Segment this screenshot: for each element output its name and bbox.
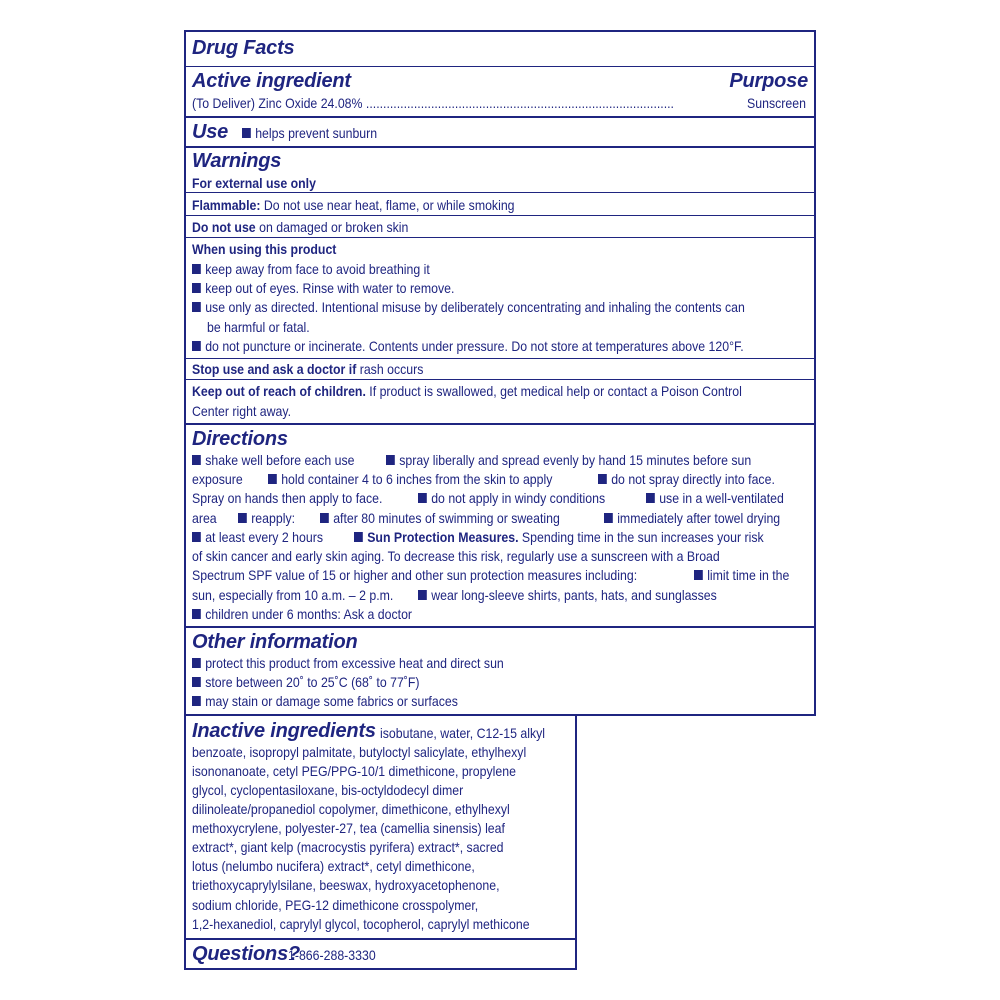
active-ingredient-name: (To Deliver) Zinc Oxide 24.08% [192, 95, 363, 111]
warning-item: keep away from face to avoid breathing it [192, 260, 430, 278]
bullet-icon [418, 590, 427, 600]
bullet-icon [418, 493, 427, 503]
bullet-icon [192, 532, 201, 542]
questions-heading: Questions? [192, 943, 301, 965]
divider [186, 938, 575, 940]
bullet-icon [192, 609, 201, 619]
keep-out-of-reach: Keep out of reach of children. If product is swallowed, get medical help or contact a Poison Control [192, 383, 742, 399]
bullet-icon [604, 513, 613, 523]
divider [186, 215, 814, 216]
bullet-icon [192, 696, 201, 706]
bullet-icon [192, 658, 201, 668]
active-ingredient-heading: Active ingredient [192, 70, 351, 92]
inactive-ingredients-heading: Inactive ingredients [192, 720, 376, 742]
bullet-icon [192, 264, 201, 274]
divider [186, 192, 814, 193]
inactive-line: dilinoleate/propanediol copolymer, dimethicone, ethylhexyl [192, 801, 510, 817]
bullet-icon [598, 474, 607, 484]
warnings-heading: Warnings [192, 150, 282, 172]
bullet-icon [192, 302, 201, 312]
directions-line: reapply: [238, 509, 295, 527]
bullet-icon [354, 532, 363, 542]
warning-item: keep out of eyes. Rinse with water to remove. [192, 279, 454, 297]
inactive-line: isobutane, water, C12-15 alkyl [380, 725, 546, 741]
warning-item-continued: be harmful or fatal. [207, 319, 310, 335]
directions-line: do not apply in windy conditions [418, 489, 605, 507]
directions-heading: Directions [192, 428, 288, 450]
bullet-icon [268, 474, 277, 484]
external-use-only: For external use only [192, 175, 316, 191]
bullet-icon [192, 283, 201, 293]
flammable-warning: Flammable: Do not use near heat, flame, or while smoking [192, 197, 515, 213]
inactive-line: 1,2-hexanediol, caprylyl glycol, tocopherol, caprylyl methicone [192, 916, 530, 932]
bullet-icon [242, 128, 251, 138]
warning-item: do not puncture or incinerate. Contents under pressure. Do not store at temperatures above 120°F. [192, 337, 744, 355]
other-info-item: store between 20˚ to 25˚C (68˚ to 77˚F) [192, 673, 420, 691]
directions-line: area [192, 510, 217, 526]
other-info-item: protect this product from excessive heat and direct sun [192, 654, 504, 672]
inactive-line: sodium chloride, PEG-12 dimethicone crosspolymer, [192, 897, 479, 913]
directions-line: exposure [192, 471, 243, 487]
bullet-icon [238, 513, 247, 523]
dot-leader: .......................................................................................... [365, 95, 674, 111]
divider [186, 358, 814, 359]
inactive-line: triethoxycaprylylsilane, beeswax, hydroxyacetophenone, [192, 877, 500, 893]
other-information-heading: Other information [192, 631, 358, 653]
divider [186, 66, 814, 67]
warning-item: use only as directed. Intentional misuse by deliberately concentrating and inhaling the contents can [192, 298, 745, 316]
inactive-line: benzoate, isopropyl palmitate, butyloctyl salicylate, ethylhexyl [192, 744, 527, 760]
purpose-heading: Purpose [729, 70, 808, 92]
inactive-line: extract*, giant kelp (macrocystis pyrifera) extract*, sacred [192, 839, 504, 855]
bullet-icon [320, 513, 329, 523]
bullet-icon [386, 455, 395, 465]
directions-line: immediately after towel drying [604, 509, 780, 527]
directions-line: Spectrum SPF value of 15 or higher and other sun protection measures including: [192, 567, 638, 583]
bullet-icon [192, 455, 201, 465]
use-item: helps prevent sunburn [242, 124, 377, 142]
directions-line: wear long-sleeve shirts, pants, hats, and sunglasses [418, 586, 717, 604]
directions-line: after 80 minutes of swimming or sweating [320, 509, 560, 527]
inactive-ingredients-panel [184, 714, 577, 970]
use-heading: Use [192, 121, 229, 143]
directions-line: sun, especially from 10 a.m. – 2 p.m. [192, 587, 394, 603]
directions-line: hold container 4 to 6 inches from the skin to apply [268, 470, 552, 488]
questions-phone: 1-866-288-3330 [288, 947, 376, 963]
directions-line: use in a well-ventilated [646, 489, 784, 507]
divider [186, 146, 814, 148]
divider [186, 116, 814, 118]
divider [186, 423, 814, 425]
directions-line: do not spray directly into face. [598, 470, 775, 488]
do-not-use-warning: Do not use on damaged or broken skin [192, 219, 409, 235]
bullet-icon [192, 341, 201, 351]
directions-line: of skin cancer and early skin aging. To decrease this risk, regularly use a sunscreen with a Broad [192, 548, 720, 564]
drug-facts-title: Drug Facts [192, 37, 295, 59]
directions-line: spray liberally and spread evenly by hand 15 minutes before sun [386, 451, 751, 469]
directions-line: limit time in the [694, 566, 789, 584]
active-ingredient-line [192, 94, 674, 112]
other-info-item: may stain or damage some fabrics or surfaces [192, 692, 458, 710]
bullet-icon [192, 677, 201, 687]
purpose-value: Sunscreen [747, 95, 806, 111]
directions-line: Sun Protection Measures. Spending time in the sun increases your risk [354, 528, 764, 546]
drug-facts-panel [184, 30, 816, 716]
bullet-icon [646, 493, 655, 503]
bullet-icon [694, 570, 703, 580]
directions-line: at least every 2 hours [192, 528, 323, 546]
inactive-line: isononanoate, cetyl PEG/PPG-10/1 dimethicone, propylene [192, 763, 516, 779]
keep-out-of-reach-continued: Center right away. [192, 403, 292, 419]
directions-line: shake well before each use [192, 451, 355, 469]
divider [186, 379, 814, 380]
divider [186, 626, 814, 628]
directions-line: children under 6 months: Ask a doctor [192, 605, 412, 623]
inactive-line: glycol, cyclopentasiloxane, bis-octyldodecyl dimer [192, 782, 464, 798]
inactive-line: lotus (nelumbo nucifera) extract*, cetyl dimethicone, [192, 858, 475, 874]
divider [186, 237, 814, 238]
stop-use-warning: Stop use and ask a doctor if rash occurs [192, 361, 424, 377]
inactive-line: methoxycrylene, polyester-27, tea (camellia sinensis) leaf [192, 820, 505, 836]
when-using-heading: When using this product [192, 241, 337, 257]
directions-line: Spray on hands then apply to face. [192, 490, 383, 506]
